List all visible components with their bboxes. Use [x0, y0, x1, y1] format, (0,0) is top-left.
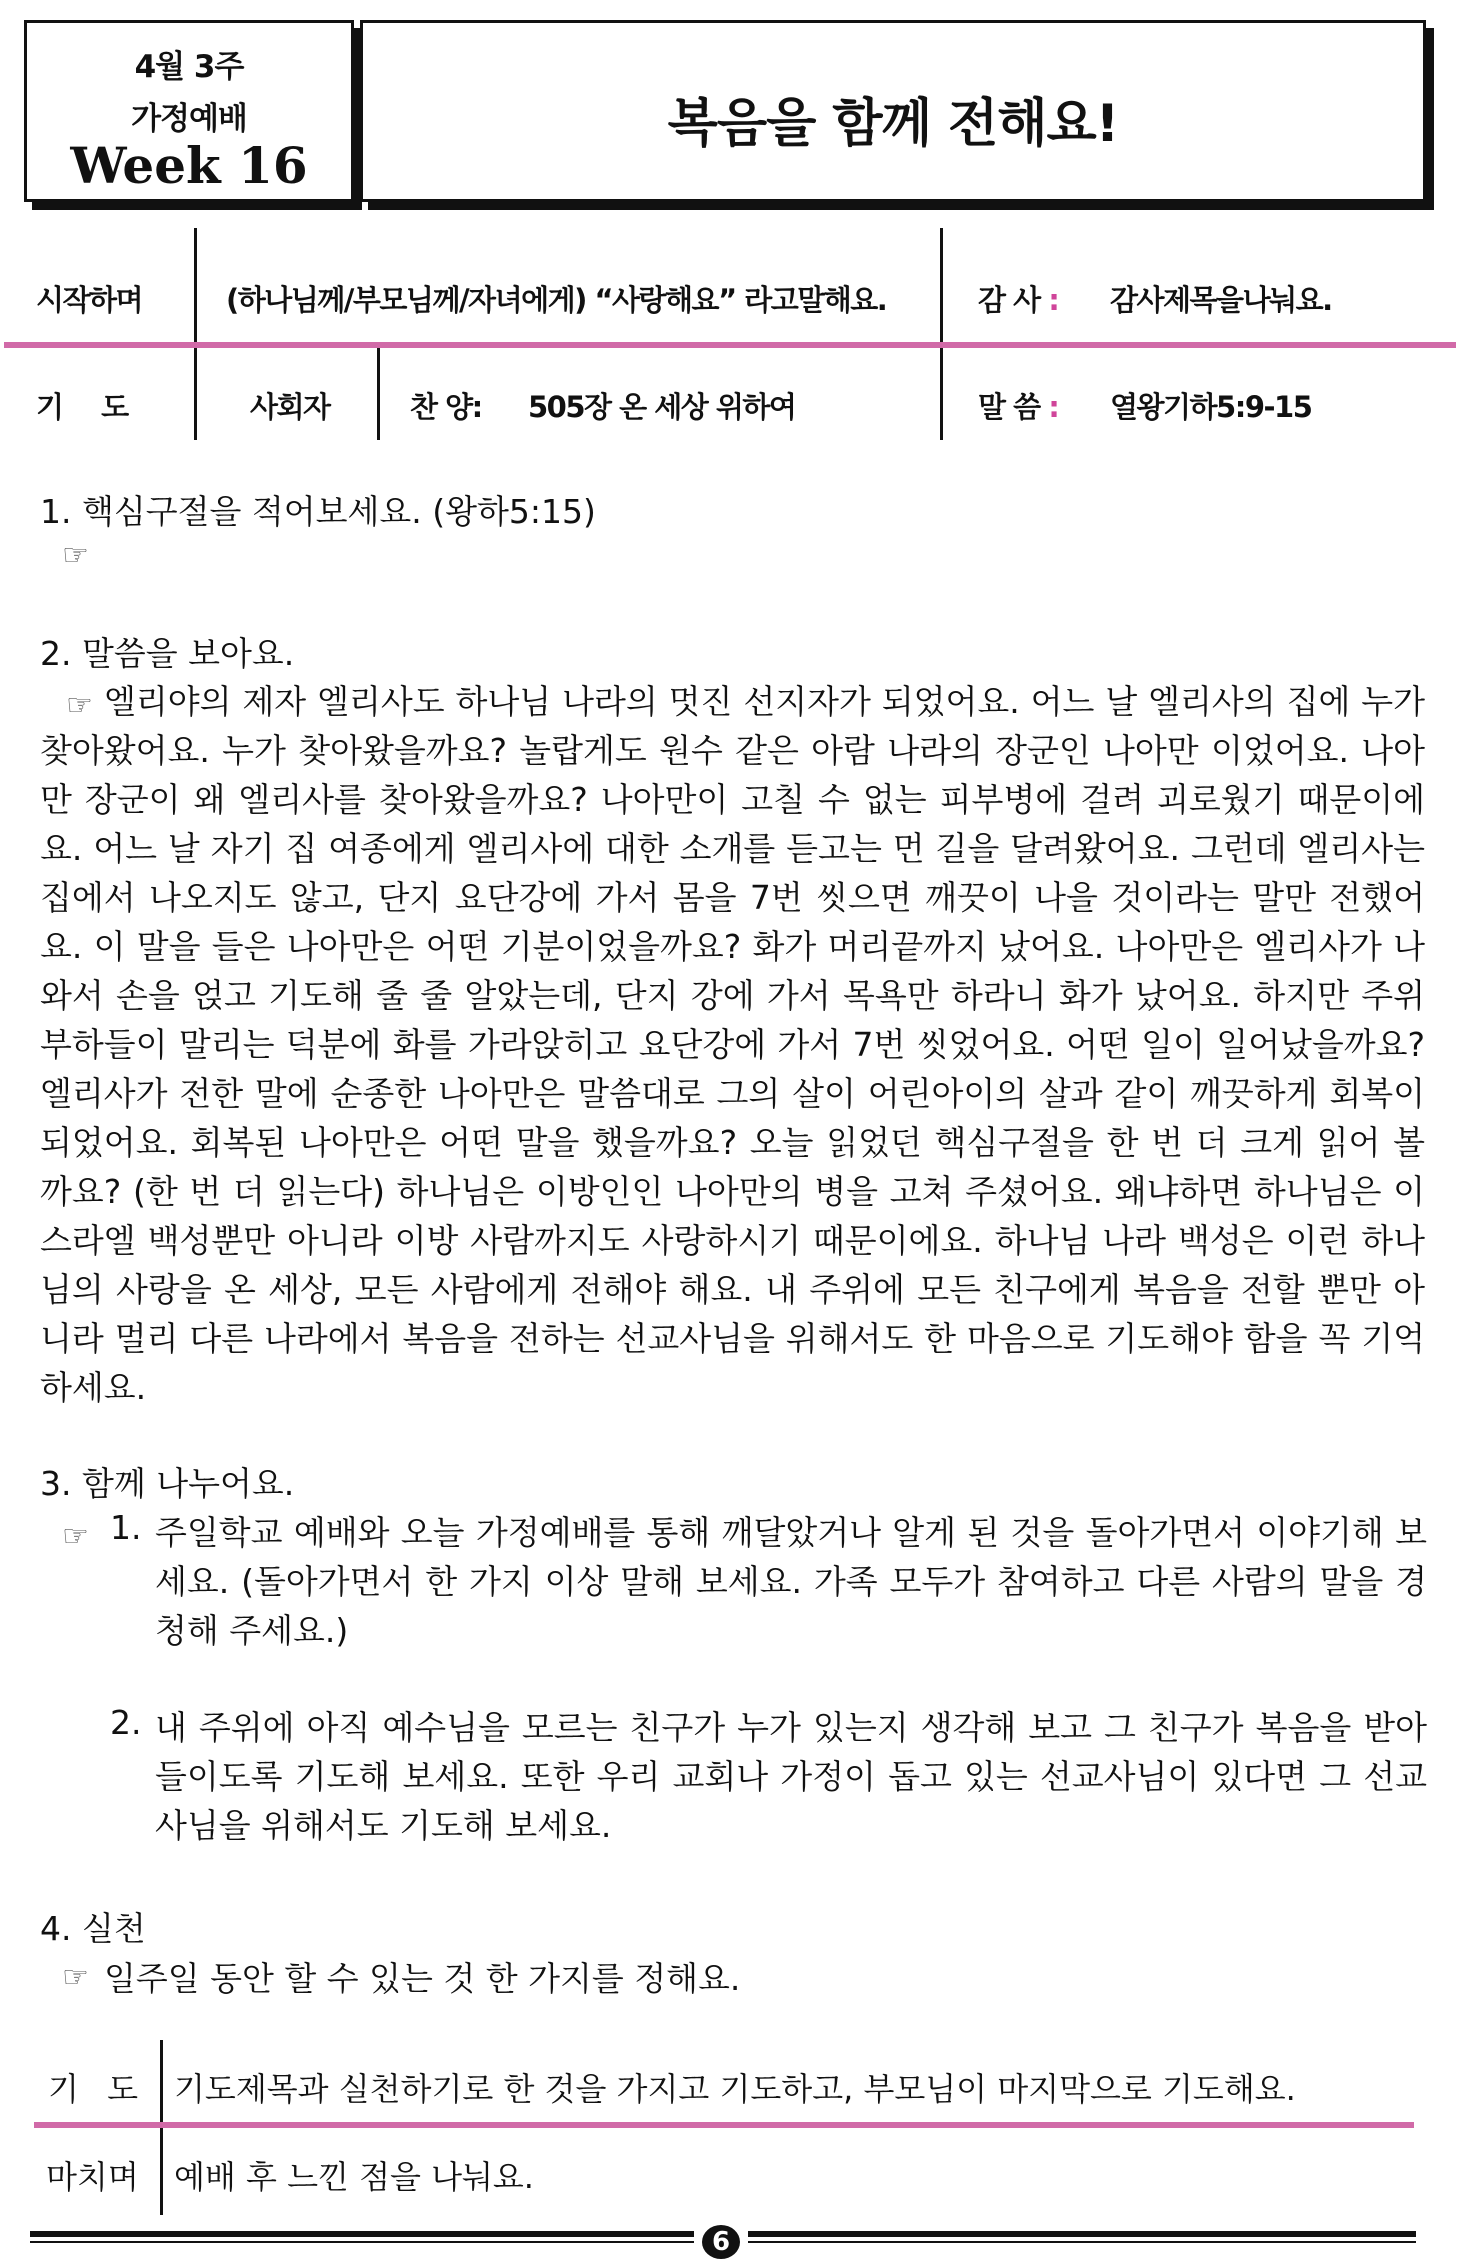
- week-box: [24, 20, 354, 202]
- word-label-group: [978, 385, 1058, 426]
- hymn-label: 찬 양:: [410, 390, 482, 424]
- section2-body: 엘리야의 제자 엘리사도 하나님 나라의 멋진 선지자가 되었어요. 어느 날 엘리사의 집에 누가 찾아왔어요. 누가 찾아왔을까요? 놀랍게도 원수 같은 아람 나라의 장군인 나아만 이었어요. 나아만 장군이 왜 엘리사를 찾아왔을까요? 나아만이 고칠 수 없는 피부병에 걸려 괴로웠기 때문이에요. 어느 날 자기 집 여종에게 엘리사에 대한 소개를 듣고는 먼 길을 달려왔어요. 그런데 엘리사는 집에서 나오지도 않고, 단지 요단강에 가서 몸을 7번 씻으면 깨끗이 나을 것이라는 말만 전했어요. 이 말을 들은 나아만은 어떤 기분이었을까요? 화가 머리끝까지 났어요. 나아만은 엘리사가 나와서 손을 얹고 기도해 줄 줄 알았는데, 단지 강에 가서 목욕만 하라니 화가 났어요. 하지만 주위 부하들이 말리는 덕분에 화를 가라앉히고 요단강에 가서 7번 씻었어요. 어떤 일이 일어났을까요? 엘리사가 전한 말에 순종한 나아만은 말씀대로 그의 살이 어린아이의 살과 같이 깨끗하게 회복이 되었어요. 회복된 나아만은 어떤 말을 했을까요? 오늘 읽었던 핵심구절을 한 번 더 크게 읽어 볼까요? (한 번 더 읽는다) 하나님은 이방인인 나아만의 병을 고쳐 주셨어요. 왜냐하면 하나님은 이스라엘 백성뿐만 아니라 이방 사람까지도 사랑하시기 때문이에요. 하나님 나라 백성은 이런 하나님의 사랑을 온 세상, 모든 사람에게 전해야 해요. 내 주위에 모든 친구에게 복음을 전할 뿐만 아니라 멀리 다른 나라에서 복음을 전하는 선교사님을 위해서도 한 마음으로 기도해야 함을 꼭 기억하세요.: [40, 682, 1425, 1407]
- footer-row-divider: [34, 2122, 1414, 2128]
- page-number: 6: [702, 2225, 740, 2259]
- section3-item2-number: 2.: [110, 1703, 142, 1742]
- word-label: 말 씀: [978, 390, 1040, 424]
- footer-prayer-label: 기 도: [48, 2070, 138, 2108]
- section1-pointing-hand-icon: ☞: [62, 538, 89, 573]
- page-rule-left-thin: [30, 2241, 694, 2243]
- section2-title: 2. 말씀을 보아요.: [40, 634, 295, 673]
- week-line1: 4월 3주: [134, 49, 244, 85]
- page-rule-left-thick: [30, 2231, 694, 2237]
- section4-pointing-hand-icon: ☞: [62, 1960, 89, 1995]
- word-colon: :: [1048, 390, 1059, 424]
- page-rule-right-thick: [748, 2231, 1416, 2237]
- start-text: (하나님께/부모님께/자녀에게) “사랑해요” 라고말해요.: [226, 283, 887, 317]
- section3-item1-number: 1.: [110, 1508, 142, 1547]
- week-label: Week 16: [70, 136, 308, 195]
- section3-title: 3. 함께 나누어요.: [40, 1464, 295, 1503]
- info-divider-3: [377, 348, 380, 440]
- section3-item1: 주일학교 예배와 오늘 가정예배를 통해 깨달았거나 알게 된 것을 돌아가면서 이야기해 보세요. (돌아가면서 한 가지 이상 말해 보세요. 가족 모두가 참여하고 다른 사람의 말을 경청해 주세요.): [155, 1513, 1427, 1650]
- leader-label: 사회자: [250, 390, 330, 424]
- footer-closing-text: 예배 후 느낀 점을 나눠요.: [174, 2158, 534, 2196]
- section4-title: 4. 실천: [40, 1909, 146, 1948]
- info-row-divider: [4, 342, 1456, 348]
- thanks-label: 감 사: [978, 283, 1040, 317]
- word-text: 열왕기하5:9-15: [1110, 390, 1312, 424]
- section3-pointing-hand-icon: ☞: [62, 1519, 89, 1554]
- footer-prayer-text: 기도제목과 실천하기로 한 것을 가지고 기도하고, 부모님이 마지막으로 기도해요.: [174, 2070, 1296, 2108]
- thanks-colon: :: [1048, 283, 1059, 317]
- title-box: [360, 20, 1426, 202]
- week-line2: 가정예배: [131, 101, 247, 137]
- start-label: 시작하며: [36, 283, 143, 317]
- section2-pointing-hand-icon: ☞: [66, 688, 93, 723]
- thanks-label-group: [978, 278, 1058, 319]
- page-rule-right-thin: [748, 2241, 1416, 2243]
- section4-body: 일주일 동안 할 수 있는 것 한 가지를 정해요.: [104, 1959, 741, 1998]
- footer-closing-label: 마치며: [46, 2158, 139, 2196]
- section1-title: 1. 핵심구절을 적어보세요. (왕하5:15): [40, 492, 596, 531]
- info-divider-2: [940, 228, 943, 440]
- page-title: 복음을 함께 전해요!: [667, 94, 1119, 154]
- info-divider-1: [194, 228, 197, 440]
- prayer-label: 기 도: [36, 390, 128, 424]
- hymn-text: 505장 온 세상 위하여: [528, 390, 796, 424]
- section3-item2: 내 주위에 아직 예수님을 모르는 친구가 누가 있는지 생각해 보고 그 친구가 복음을 받아들이도록 기도해 보세요. 또한 우리 교회나 가정이 돕고 있는 선교사님이 있다면 그 선교사님을 위해서도 기도해 보세요.: [155, 1708, 1427, 1845]
- thanks-text: 감사제목을나눠요.: [1110, 283, 1332, 317]
